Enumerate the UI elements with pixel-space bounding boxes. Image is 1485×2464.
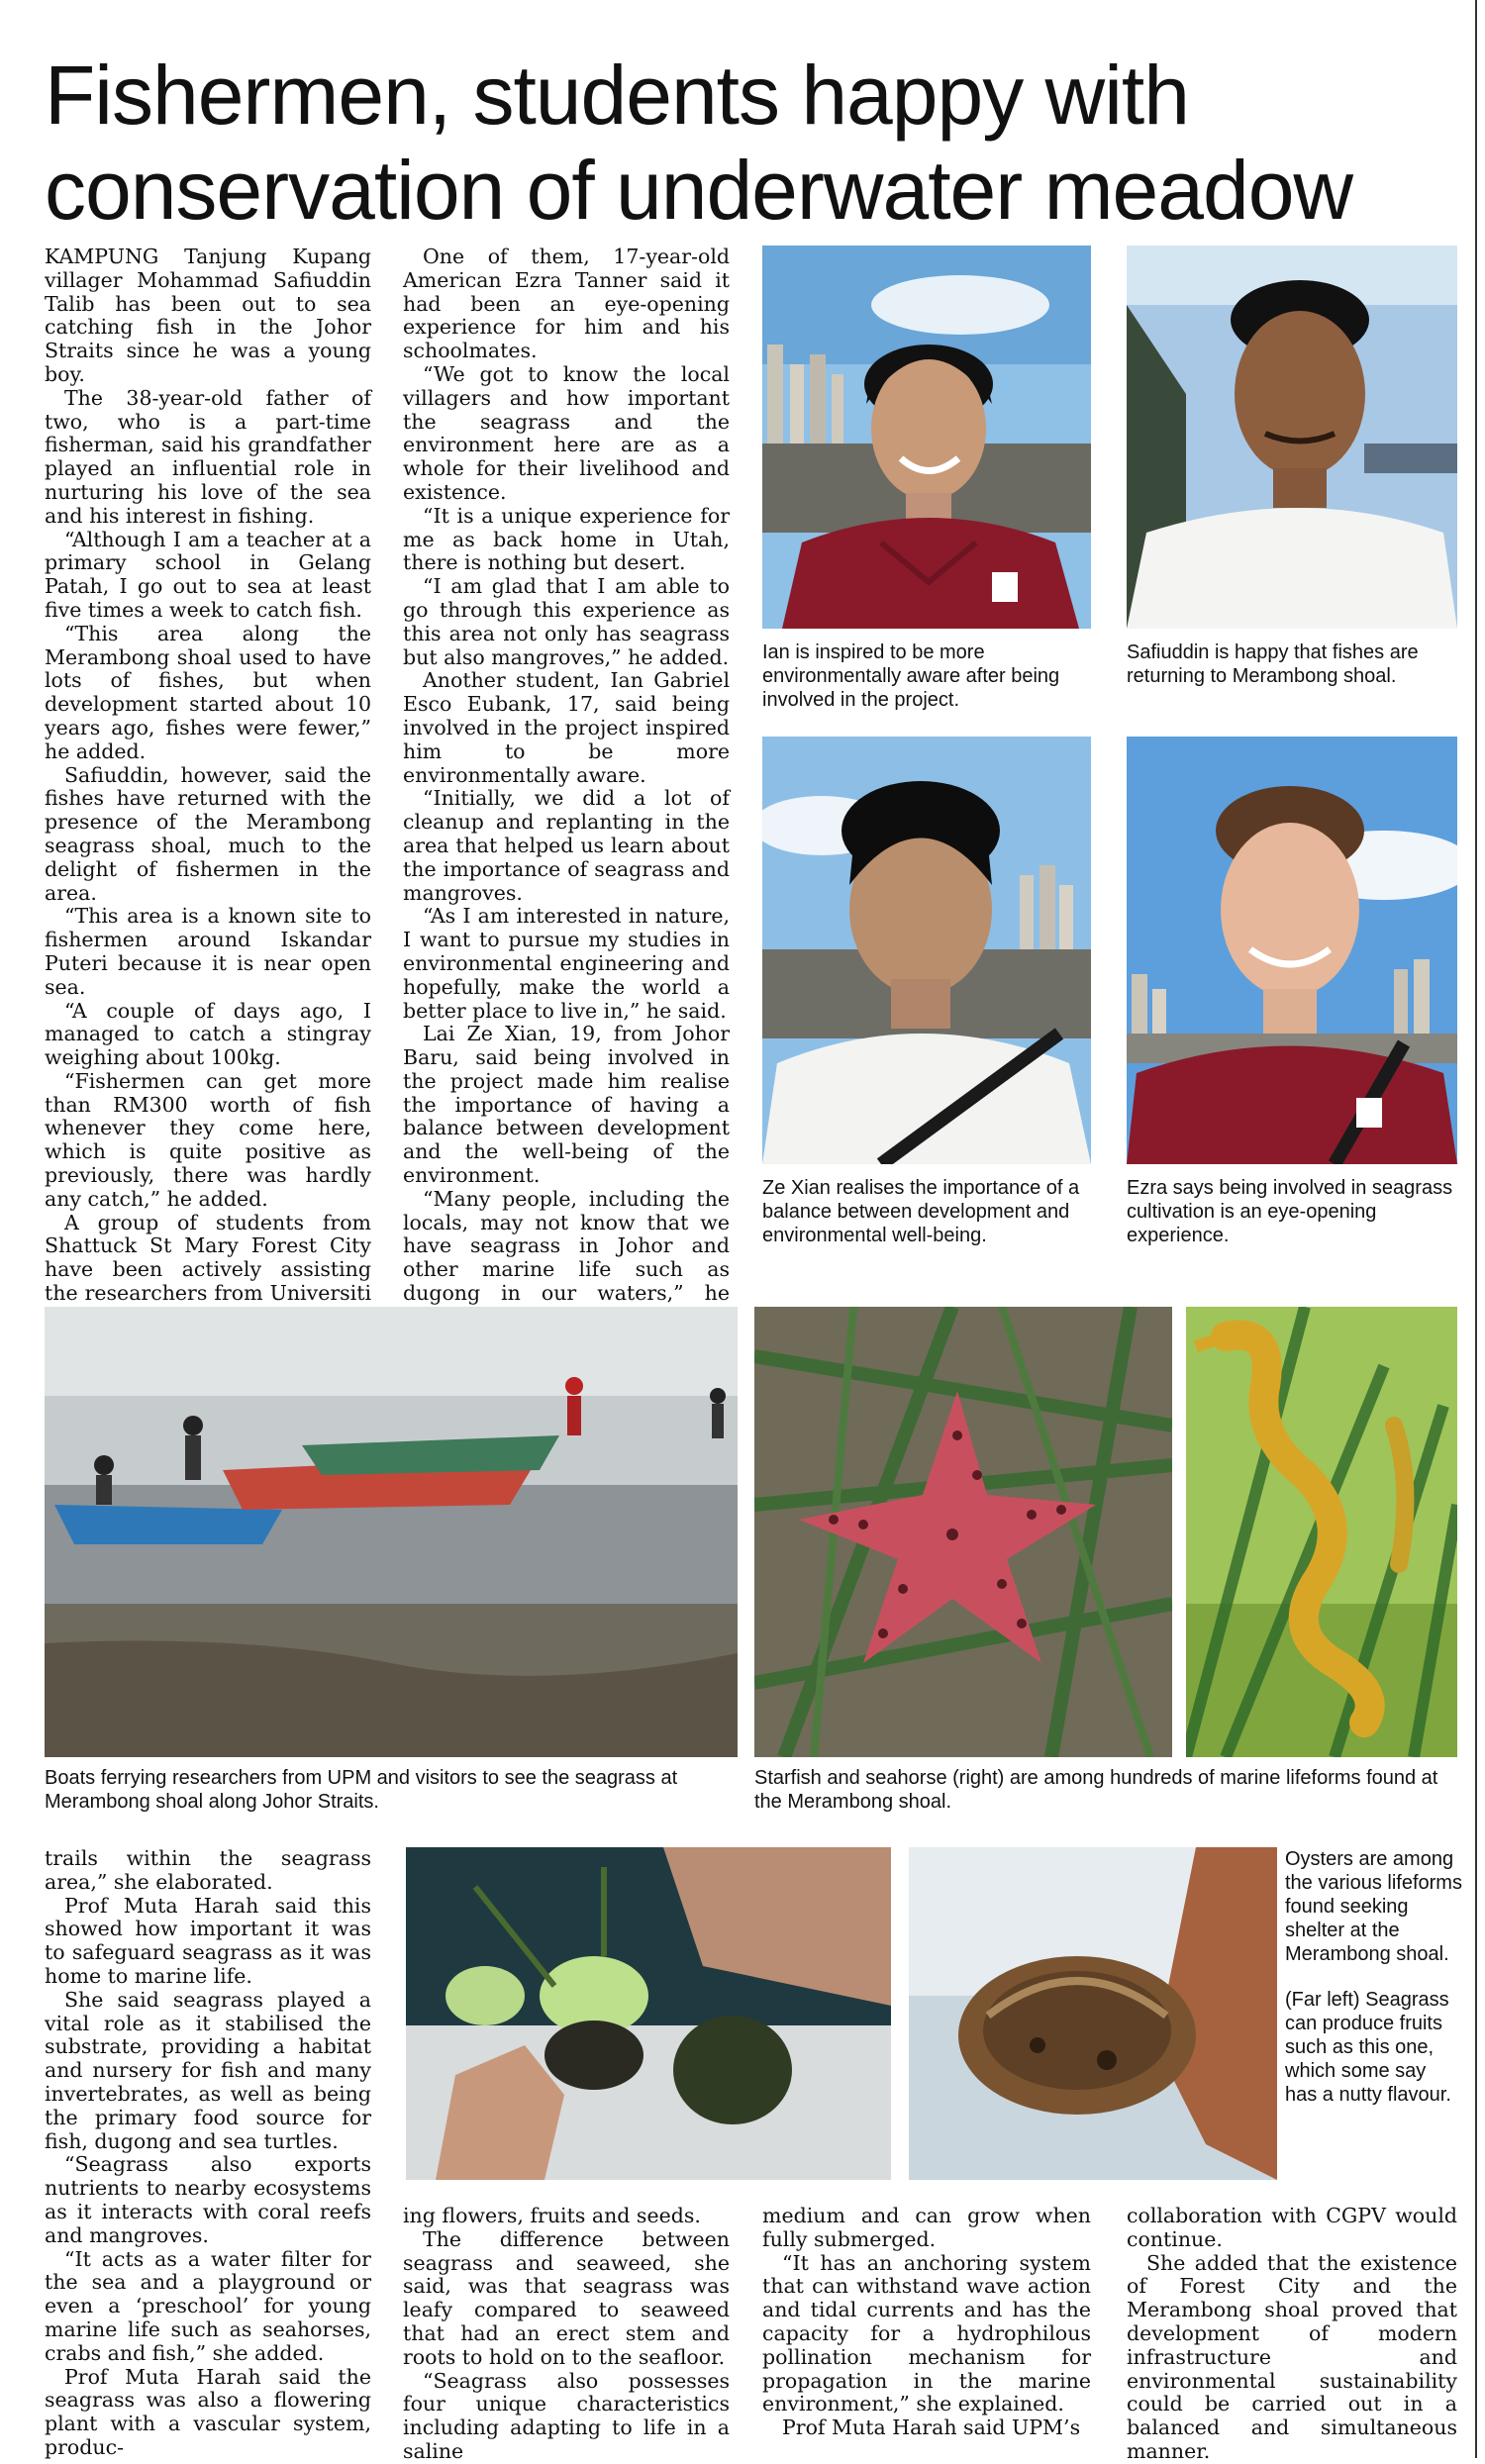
paragraph: She added that the existence of Forest City and the Merambong shoal proved that development of modern infrastructure and environmental sustainability could be carried out in a balanced and simultaneous manner.	[1127, 2250, 1457, 2463]
paragraph: Safiuddin, however, said the fishes have returned with the presence of the Merambong seagrass shoal, much to the delight of fishermen in the area.	[45, 762, 371, 905]
caption-ian: Ian is inspired to be more environmentally aware after being involved in the project.	[762, 641, 1060, 711]
caption-zexian: Ze Xian realises the importance of a balance between development and environmental well-being.	[762, 1177, 1080, 1246]
paragraph: ing flowers, fruits and seeds.	[403, 2204, 701, 2227]
caption-oysters: Oysters are among the various lifeforms found seeking shelter at the Merambong shoal.	[1285, 1848, 1462, 1965]
article-column-3	[45, 1847, 371, 2460]
paragraph: “Initially, we did a lot of cleanup and replanting in the area that helped us learn about the importance of seagrass and mangroves.	[403, 786, 730, 905]
paragraph: “Fishermen can get more than RM300 worth of fish whenever they come here, which is quite positive as previously, there was hardly any catch,” he added.	[45, 1068, 371, 1211]
paragraph: Prof Muta Harah said UPM’s	[782, 2415, 1081, 2440]
paragraph: “This area is a known site to fishermen around Iskandar Puteri because it is near open sea.	[45, 904, 371, 999]
photo-ian	[762, 246, 1091, 629]
paragraph: “A couple of days ago, I managed to catch a stingray weighing about 100kg.	[45, 998, 371, 1070]
paragraph: “This area along the Merambong shoal used to have lots of fishes, but when development started about 10 years ago, fishes were fewer,” he added.	[45, 621, 371, 763]
caption-fruit: (Far left) Seagrass can produce fruits such as this one, which some say has a nutty flavour.	[1285, 1989, 1451, 2106]
paragraph: “It acts as a water filter for the sea and a playground or even a ‘preschool’ for young marine life such as seahorses, crabs and fish,” she added.	[45, 2246, 371, 2365]
article-column-1	[45, 246, 371, 1352]
paragraph: medium and can grow when fully submerged.	[762, 2204, 1091, 2251]
paragraph: “Seagrass also possesses four unique characteristics including adapting to life in a saline	[403, 2368, 730, 2463]
paragraph: KAMPUNG Tanjung Kupang villager Mohammad Safiuddin Talib has been out to sea catching fish in the Johor Straits since he was a young boy.	[45, 245, 371, 386]
caption-boats: Boats ferrying researchers from UPM and visitors to see the seagrass at Merambong shoal along Johor Straits.	[45, 1767, 678, 1813]
caption-safiuddin: Safiuddin is happy that fishes are returning to Merambong shoal.	[1127, 641, 1419, 687]
paragraph: She said seagrass played a vital role as it stabilised the substrate, providing a habitat and nursery for fish and many invertebrates, as well as being the primary food source for fish, dugong and sea turtles.	[45, 1987, 371, 2153]
paragraph: The difference between seagrass and seaweed, she said, was that seagrass was leafy compared to seaweed that had an erect stem and roots to hold on to the seafloor.	[403, 2226, 730, 2369]
paragraph: Prof Muta Harah said this showed how important it was to safeguard seagrass as it was home to marine life.	[45, 1893, 371, 1988]
caption-oyster-fruit	[1285, 1847, 1463, 2128]
paragraph: “It has an anchoring system that can withstand wave action and tidal currents and has the capacity for a hydrophilous pollination mechanism for propagation in the marine environment,” she explained.	[762, 2250, 1091, 2416]
caption-ezra: Ezra says being involved in seagrass cultivation is an eye-opening experience.	[1127, 1177, 1453, 1246]
photo-starfish	[754, 1307, 1172, 1757]
article-column-5	[762, 2205, 1091, 2440]
photo-seahorse	[1186, 1307, 1457, 1757]
paragraph: collaboration with CGPV would continue.	[1127, 2204, 1457, 2251]
paragraph: “Seagrass also exports nutrients to nearby ecosystems as it interacts with coral reefs and mangroves.	[45, 2152, 371, 2247]
photo-boats	[45, 1307, 738, 1757]
paragraph: “I am glad that I am able to go through this experience as this area not only has seagrass but also mangroves,” he added.	[403, 574, 730, 669]
page-edge-rule	[1475, 0, 1477, 2458]
photo-seagrass-fruit	[406, 1847, 891, 2180]
photo-ezra	[1127, 737, 1457, 1164]
photo-oyster	[909, 1847, 1277, 2180]
paragraph: trails within the seagrass area,” she elaborated.	[45, 1846, 371, 1894]
paragraph: One of them, 17-year-old American Ezra Tanner said it had been an eye-opening experience for him and his schoolmates.	[403, 245, 730, 363]
photo-safiuddin	[1127, 246, 1457, 629]
article-column-2	[403, 246, 730, 1376]
paragraph: “We got to know the local villagers and how important the seagrass and the environment here are as a whole for their livelihood and existence.	[403, 361, 730, 504]
article-column-4	[403, 2205, 730, 2464]
caption-starfish-seahorse: Starfish and seahorse (right) are among hundreds of marine lifeforms found at the Merambong shoal.	[754, 1767, 1438, 1813]
paragraph: “As I am interested in nature, I want to pursue my studies in environmental engineering and hopefully, make the world a better place to live in,” he said.	[403, 904, 730, 1023]
paragraph: The 38-year-old father of two, who is a part-time fisherman, said his grandfather played an influential role in nurturing his love of the sea and his interest in fishing.	[45, 385, 371, 528]
paragraph: “Many people, including the locals, may not know that we have seagrass in Johor and other marine life such as dugong in our waters,” he	[403, 1186, 730, 1306]
paragraph: “Although I am a teacher at a primary school in Gelang Patah, I go out to sea at least five times a week to catch fish.	[45, 527, 371, 622]
paragraph: Prof Muta Harah said the seagrass was also a flowering plant with a vascular system, produc-	[45, 2364, 371, 2459]
paragraph: “It is a unique experience for me as back home in Utah, there is nothing but desert.	[403, 503, 730, 575]
paragraph: Another student, Ian Gabriel Esco Eubank, 17, said being involved in the project inspired him to be more environmentally aware.	[403, 668, 730, 787]
headline: Fishermen, students happy with conservation of underwater meadow	[45, 49, 1353, 237]
article-column-6	[1127, 2205, 1457, 2464]
photo-zexian	[762, 737, 1091, 1164]
paragraph: Lai Ze Xian, 19, from Johor Baru, said being involved in the project made him realise the importance of having a balance between development and the well-being of the environment.	[403, 1022, 730, 1188]
paragraph: A group of students from Shattuck St Mary Forest City have been actively assisting the researchers from Universiti	[45, 1210, 371, 1306]
